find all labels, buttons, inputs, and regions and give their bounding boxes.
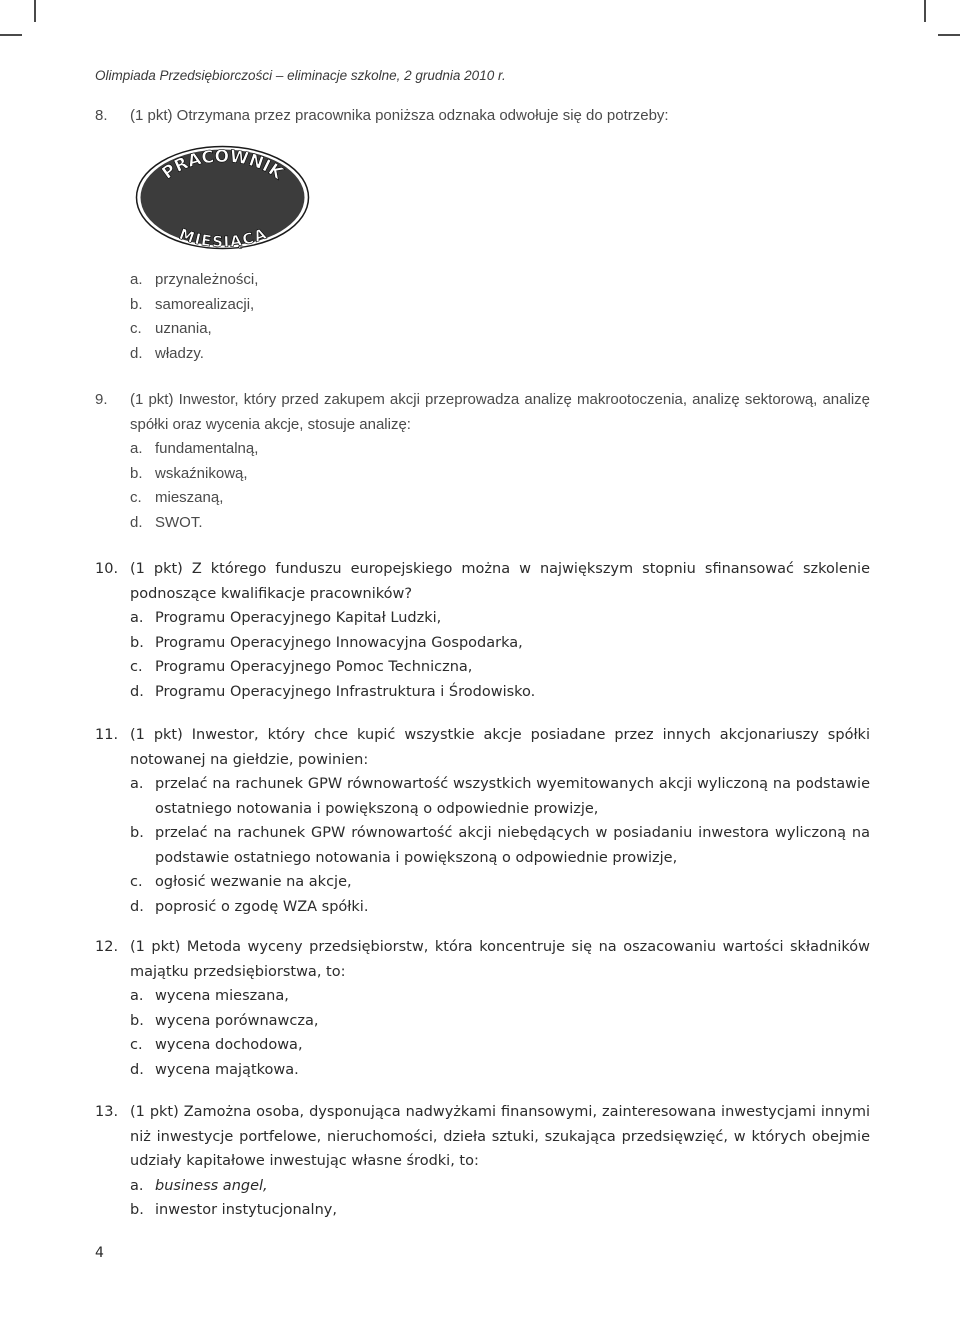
question-8-options	[95, 268, 870, 366]
option-b: b. wskaźnikową,	[130, 464, 248, 482]
option-a: a. fundamentalną,	[130, 440, 259, 457]
option-a: a. Programu Operacyjnego Kapitał Ludzki,	[130, 610, 442, 626]
employee-of-month-badge	[135, 145, 310, 250]
option-d: d. wycena majątkowa.	[130, 1061, 299, 1078]
question-text: (1 pkt) Inwestor, który chce kupić wszystkie akcje posiadane przez innych akcjonariuszy spółki notowanej na giełdzie, powinien:	[130, 727, 870, 768]
option-a: a. wycena mieszana,	[130, 988, 289, 1004]
option-a: a. przelać na rachunek GPW równowartość wszystkich wyemitowanych akcji wyliczoną na podstawie ostatniego notowania i powiększoną o odpowiednie prowizje,	[130, 776, 870, 817]
question-text: (1 pkt) Zamożna osoba, dysponująca nadwyżkami finansowymi, zainteresowana inwestycjami innymi niż inwestycje portfelowe, nieruchomości, dzieła sztuki, szukająca przedsięwzięć, w których obejmie udziały kapitałowe inwestując własne środki, to:	[130, 1104, 870, 1169]
question-text: (1 pkt) Metoda wyceny przedsiębiorstw, która koncentruje się na oszacowaniu wartości składników majątku przedsiębiorstwa, to:	[130, 939, 870, 980]
option-b: b. samorealizacji,	[130, 295, 255, 313]
question-13	[95, 1100, 870, 1223]
page-number: 4	[95, 1245, 104, 1261]
option-d: d. SWOT.	[130, 513, 203, 531]
question-number: 12.	[95, 939, 119, 955]
question-number: 8.	[95, 107, 108, 124]
question-text: (1 pkt) Z którego funduszu europejskiego można w największym stopniu sfinansować szkolenie podnoszące kwalifikacje pracowników?	[130, 561, 870, 602]
question-number: 9.	[95, 391, 108, 408]
crop-mark	[34, 0, 36, 22]
crop-mark	[0, 34, 22, 36]
option-d: d. władzy.	[130, 344, 204, 362]
question-number: 13.	[95, 1104, 119, 1120]
page-header: Olimpiada Przedsiębiorczości – eliminacje szkolne, 2 grudnia 2010 r.	[95, 68, 506, 83]
option-d: d. poprosić o zgodę WZA spółki.	[130, 898, 369, 915]
crop-mark	[938, 34, 960, 36]
question-11	[95, 723, 870, 919]
option-a: a. przynależności,	[130, 271, 259, 288]
question-10	[95, 557, 870, 704]
option-b: b. przelać na rachunek GPW równowartość akcji niebędących w posiadaniu inwestora wyliczoną na podstawie ostatniego notowania i powiększoną o odpowiednie prowizje,	[130, 825, 870, 866]
option-c: c. uznania,	[130, 320, 212, 337]
question-number: 11.	[95, 727, 119, 743]
question-8	[95, 104, 870, 129]
option-b: b. inwestor instytucjonalny,	[130, 1202, 337, 1218]
option-b: b. Programu Operacyjnego Innowacyjna Gospodarka,	[130, 634, 523, 651]
option-c: c. wycena dochodowa,	[130, 1037, 303, 1053]
question-text: (1 pkt) Otrzymana przez pracownika poniższa odznaka odwołuje się do potrzeby:	[130, 107, 669, 124]
question-number: 10.	[95, 561, 119, 577]
question-text: (1 pkt) Inwestor, który przed zakupem akcji przeprowadza analizę makrootoczenia, analizę sektorową, analizę spółki oraz wycenia akcje, stosuje analizę:	[130, 391, 870, 433]
option-d: d. Programu Operacyjnego Infrastruktura i Środowisko.	[130, 683, 536, 700]
option-b: b. wycena porównawcza,	[130, 1012, 319, 1029]
option-c: c. ogłosić wezwanie na akcje,	[130, 874, 352, 890]
badge-line-2: MIESIĄCA	[176, 224, 269, 250]
option-c: c. mieszaną,	[130, 489, 224, 506]
question-9	[95, 388, 870, 535]
option-a: a. business angel,	[130, 1177, 268, 1194]
crop-mark	[924, 0, 926, 22]
option-c: c. Programu Operacyjnego Pomoc Techniczna,	[130, 659, 473, 675]
badge-line-1: PRACOWNIK	[158, 146, 287, 184]
question-12	[95, 935, 870, 1082]
